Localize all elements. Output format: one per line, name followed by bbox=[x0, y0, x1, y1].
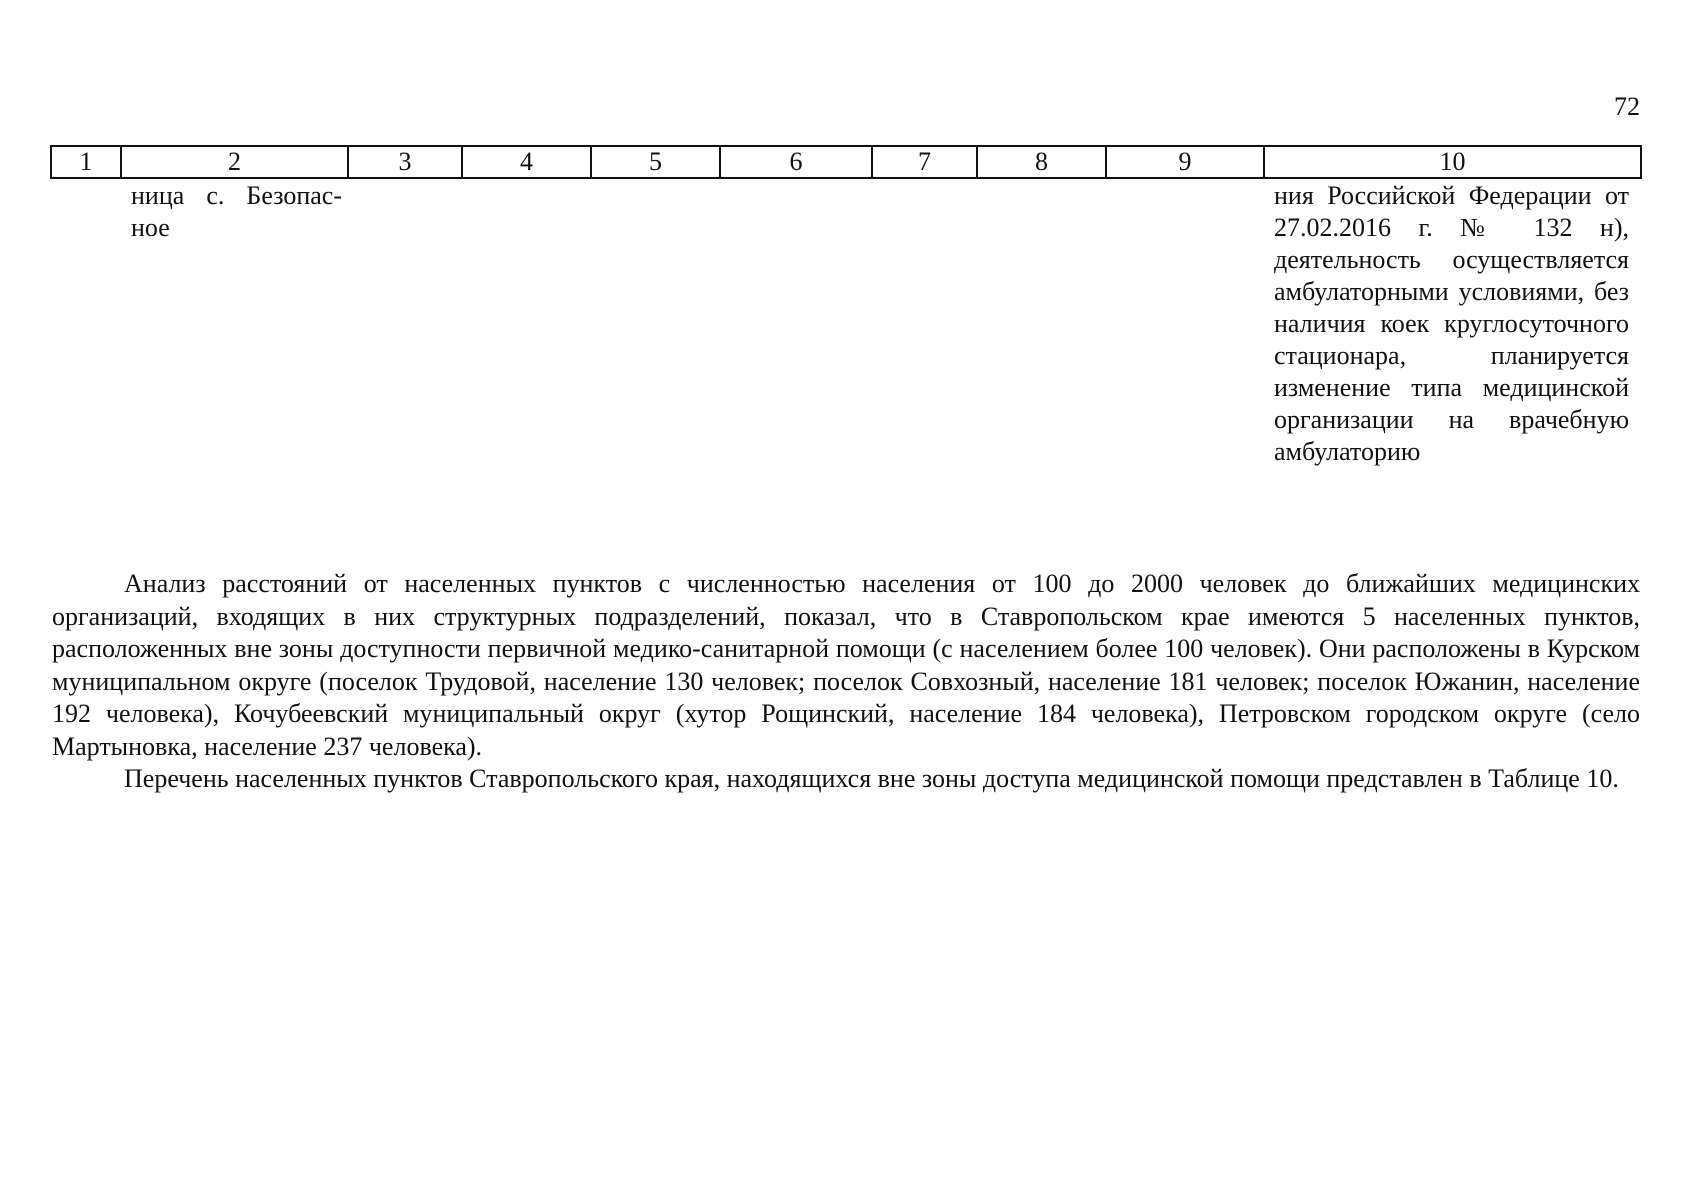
table-cell-col10: ния Российской Федерации от 27.02.2016 г. № 132 н), деятельность осуществляется амбулаторными условиями, без наличия коек круглосуточного стационара, планируется изменение типа медицинской организации на врачебную амбулаторию bbox=[1274, 181, 1629, 466]
paragraph-list-reference: Перечень населенных пунктов Ставропольского края, находящихся вне зоны доступа медицинской помощи представлен в Таблице 10. bbox=[124, 764, 1619, 793]
paragraph-analysis: Анализ расстояний от населенных пунктов с численностью населения от 100 до 2000 человек до ближайших медицинских организаций, входящих в них структурных подразделений, показал, что в Ставропольском крае имеются 5 населенных пунктов, расположенных вне зоны доступности первичной медико-санитарной помощи (с населением более 100 человек). Они расположены в Курском муниципальном округе (поселок Трудовой, население 130 человек; поселок Совхозный, население 181 человек; поселок Южанин, население 192 человека), Кочубеевский муниципальный округ (хутор Рощинский, население 184 человека), Петровском городском округе (село Мартыновка, население 237 человека). bbox=[52, 569, 1640, 761]
column-header-6: 6 bbox=[720, 146, 872, 178]
column-header-1: 1 bbox=[51, 146, 121, 178]
column-header-7: 7 bbox=[872, 146, 977, 178]
body-text bbox=[52, 568, 1640, 796]
column-header-4: 4 bbox=[462, 146, 591, 178]
column-header-9: 9 bbox=[1106, 146, 1264, 178]
column-header-8: 8 bbox=[977, 146, 1106, 178]
column-header-5: 5 bbox=[591, 146, 720, 178]
table-cell-col2: ница с. Безопас-ное bbox=[131, 181, 342, 242]
column-header-2: 2 bbox=[121, 146, 348, 178]
column-header-3: 3 bbox=[348, 146, 462, 178]
table-header-row bbox=[50, 145, 1642, 179]
page-number: 72 bbox=[1614, 92, 1640, 121]
column-header-10: 10 bbox=[1264, 146, 1641, 178]
